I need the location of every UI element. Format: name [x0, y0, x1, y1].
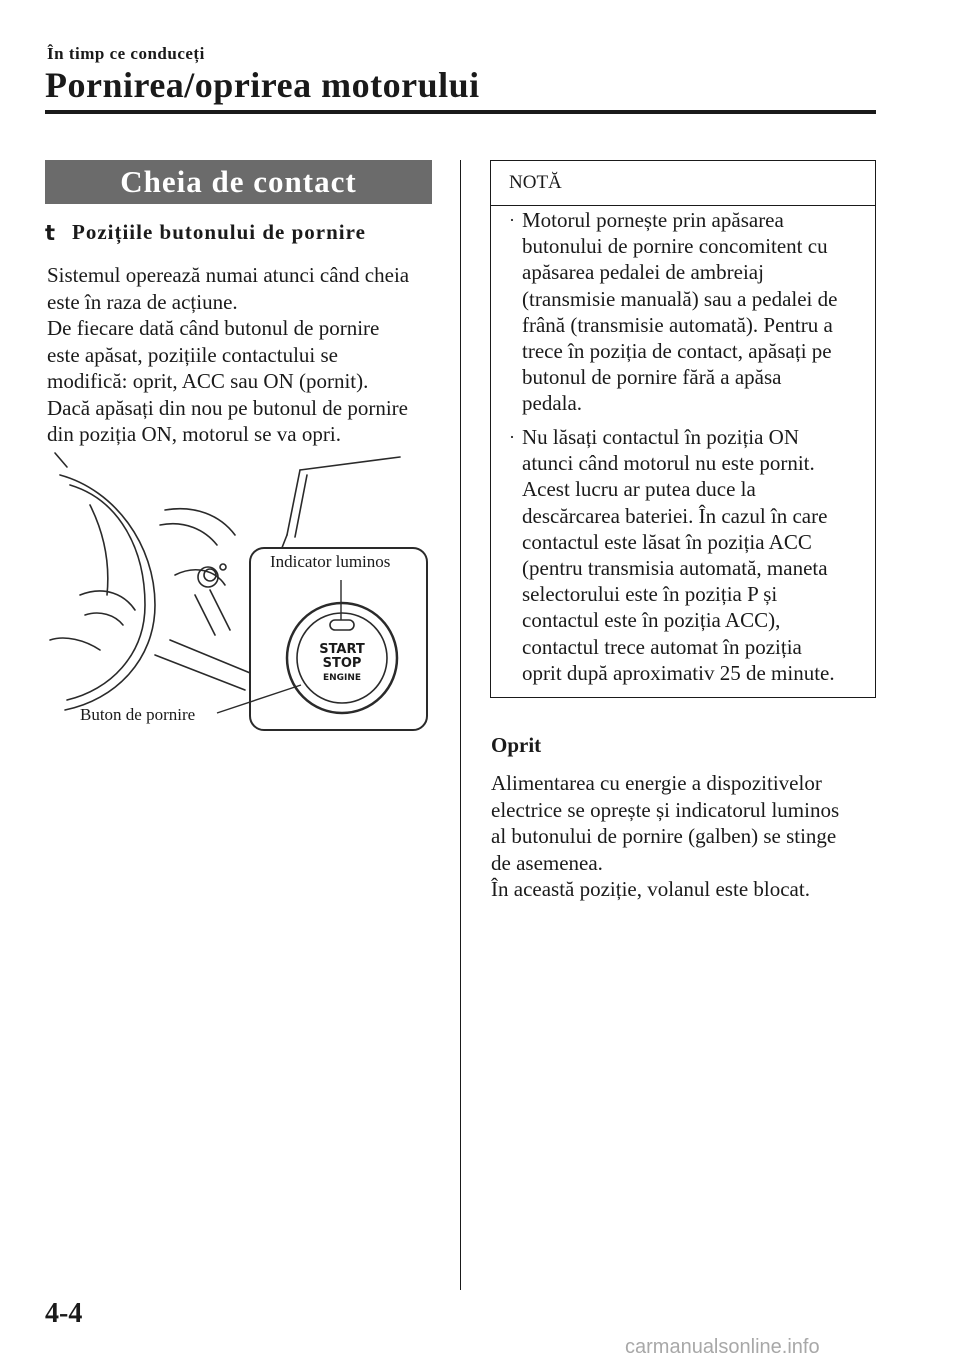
caption-indicator: Indicator luminos: [270, 552, 391, 571]
note-line: atunci când motorul nu este pornit.: [522, 451, 815, 476]
paragraph-line: Alimentarea cu energie a dispozitivelor: [491, 771, 822, 795]
paragraph-line: modifică: oprit, ACC sau ON (pornit).: [47, 369, 369, 393]
paragraph-line: În această poziție, volanul este blocat.: [491, 877, 810, 901]
intro-paragraph: [47, 262, 409, 448]
running-head: În timp ce conduceți: [47, 44, 205, 63]
note-line: frână (transmisie automată). Pentru a: [522, 312, 833, 337]
note-line: selectorului este în poziția P și: [522, 582, 778, 607]
note-line: contactul trece automat în poziția: [522, 634, 802, 659]
note-line: (pentru transmisia automată, maneta: [522, 556, 828, 581]
note-line: butonului de pornire concomitent cu: [522, 234, 828, 259]
note-title: NOTĂ: [509, 172, 562, 193]
paragraph-line: Dacă apăsați din nou pe butonul de pornire: [47, 395, 408, 420]
column-divider: [460, 160, 461, 1290]
paragraph-line: Sistemul operează numai atunci când cheia: [47, 263, 410, 287]
paragraph-line: este în raza de acțiune.: [47, 289, 238, 314]
paragraph-line: este apăsat, pozițiile contactului se: [47, 342, 338, 367]
note-line: contactul este în poziția ACC),: [522, 608, 781, 633]
page-number: 4-4: [45, 1298, 83, 1329]
note-box: [490, 160, 876, 698]
button-label-engine: ENGINE: [322, 673, 362, 683]
section-banner: Cheia de contact: [45, 160, 432, 204]
note-line: Motorul pornește prin apăsarea: [522, 208, 784, 232]
note-line: descărcarea bateriei. În cazul în care: [522, 503, 828, 528]
oprit-heading: Oprit: [491, 733, 542, 757]
caption-start-button: Buton de pornire: [80, 705, 196, 724]
note-line: Acest lucru ar putea duce la: [522, 477, 756, 502]
paragraph-line: al butonului de pornire (galben) se stinge: [491, 824, 837, 848]
paragraph-line: electrice se oprește și indicatorul luminos: [491, 797, 840, 822]
dashboard-illustration: [45, 445, 435, 735]
bullet-icon: ·: [509, 427, 515, 447]
note-line: oprit după aproximativ 25 de minute.: [522, 660, 835, 685]
chapter-title: Pornirea/oprirea motorului: [45, 65, 480, 105]
paragraph-line: de asemenea.: [491, 850, 603, 875]
watermark: carmanualsonline.info: [625, 1336, 820, 1358]
oprit-paragraph: [491, 770, 839, 903]
button-label-start: START: [319, 642, 365, 657]
paragraph-line: din poziția ON, motorul se va opri.: [47, 422, 341, 446]
note-line: trece în poziția de contact, apăsați pe: [522, 339, 832, 364]
note-line: Nu lăsați contactul în poziția ON: [522, 425, 800, 449]
title-rule: [45, 110, 876, 114]
note-line: contactul este lăsat în poziția ACC: [522, 529, 812, 554]
note-divider: [491, 205, 875, 206]
bullet-icon: ·: [509, 210, 515, 230]
note-line: pedala.: [522, 391, 583, 416]
paragraph-line: De fiecare dată când butonul de pornire: [47, 316, 380, 340]
note-item: [509, 424, 835, 686]
note-line: apăsarea pedalei de ambreiaj: [522, 260, 764, 285]
button-label-stop: STOP: [322, 656, 362, 671]
subheading-marker: t: [45, 221, 56, 245]
note-line: (transmisie manuală) sau a pedalei de: [522, 286, 838, 311]
subheading: Pozițiile butonului de pornire: [72, 220, 366, 244]
note-line: butonul de pornire fără a apăsa: [522, 365, 782, 390]
note-item: [509, 207, 837, 417]
